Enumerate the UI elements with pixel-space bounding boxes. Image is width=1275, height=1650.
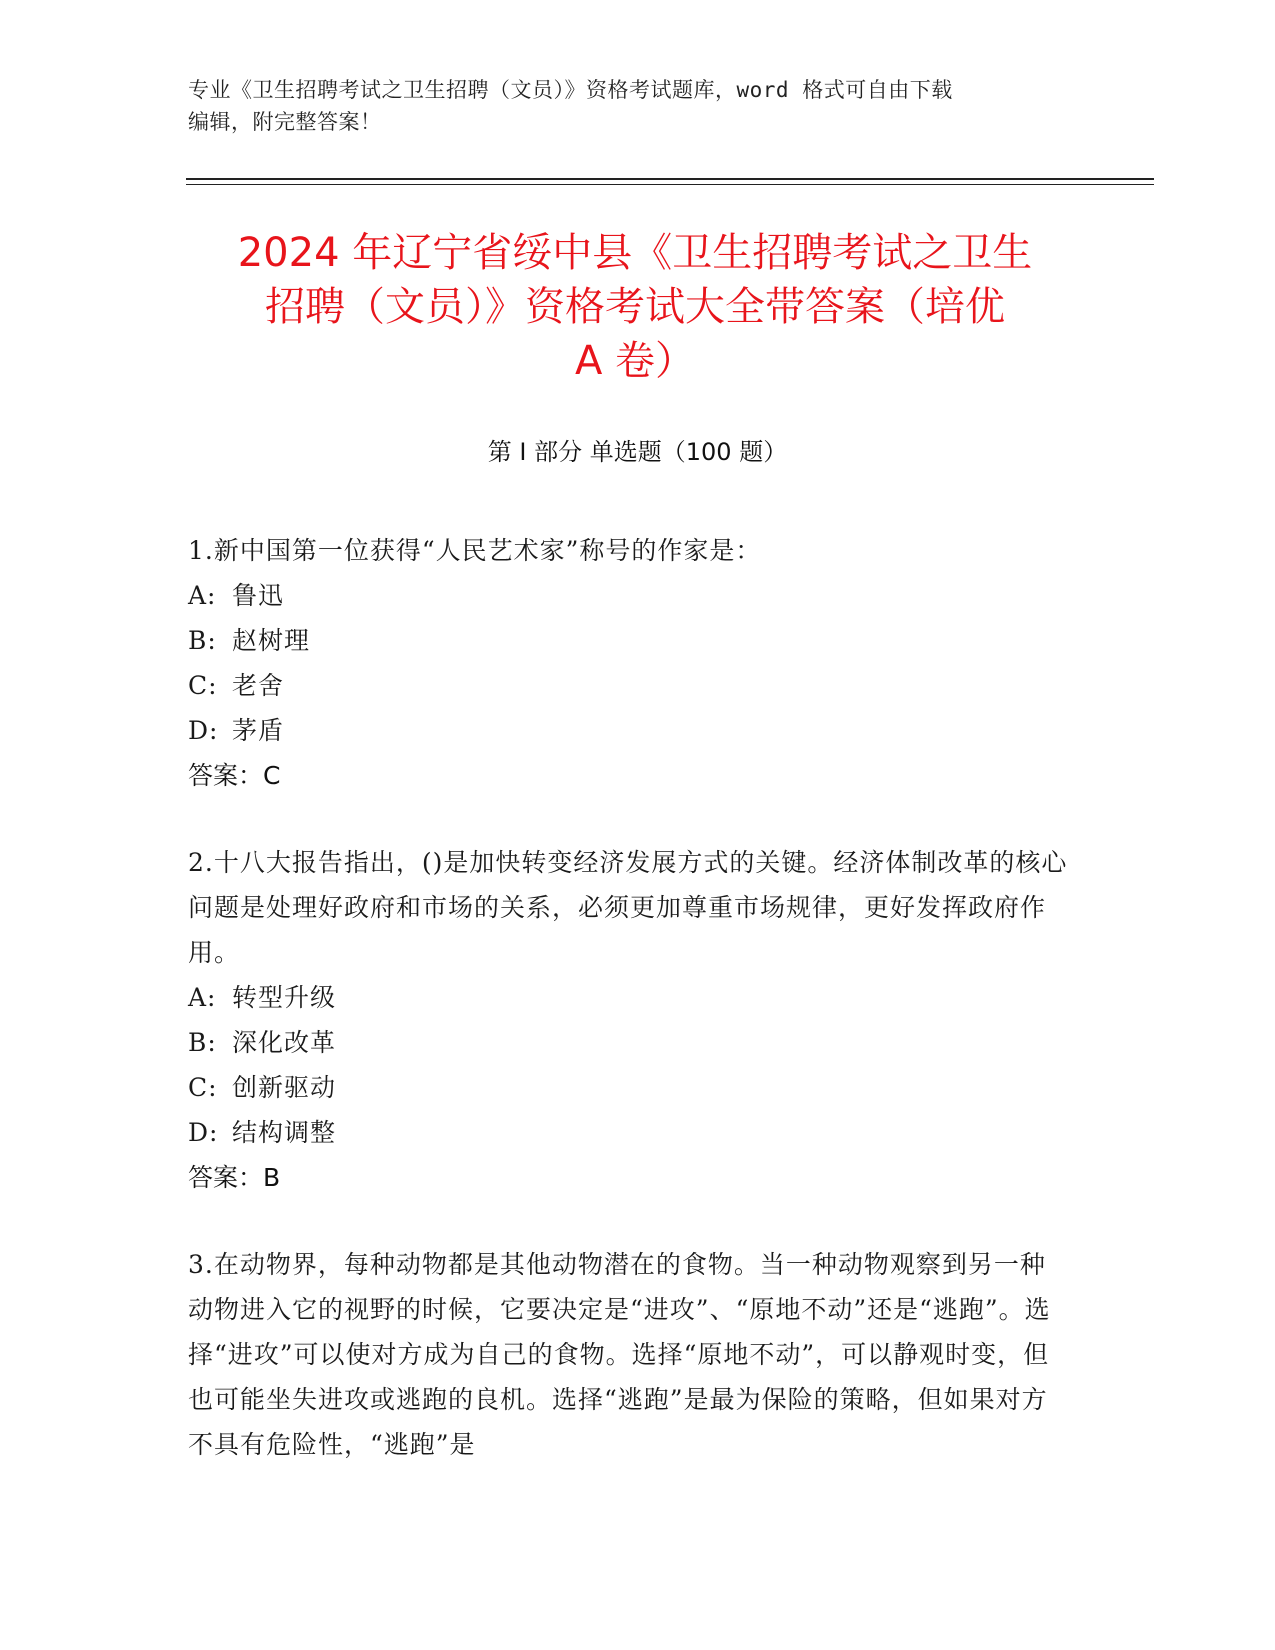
section-heading: 第 I 部分 单选题（100 题）	[487, 438, 788, 466]
option-key: B:	[188, 626, 217, 655]
option-text: 转型升级	[232, 983, 337, 1012]
option-text: 创新驱动	[232, 1073, 337, 1102]
option-key: D:	[188, 1118, 219, 1147]
option-b	[188, 618, 1068, 663]
question-stem: 3.在动物界，每种动物都是其他动物潜在的食物。当一种动物观察到另一种动物进入它的视野的时候，它要决定是“进攻”、“原地不动”还是“逃跑”。选择“进攻”可以使对方成为自己的食物。选择“原地不动”，可以静观时变，但也可能坐失进攻或逃跑的良机。选择“逃跑”是最为保险的策略，但如果对方不具有危险性，“逃跑”是	[188, 1250, 1051, 1459]
option-key: B:	[188, 1028, 217, 1057]
question-1	[188, 528, 1068, 798]
question-stem: 2.十八大报告指出，()是加快转变经济发展方式的关键。经济体制改革的核心问题是处理好政府和市场的关系，必须更加尊重市场规律，更好发挥政府作用。	[188, 848, 1068, 967]
header-divider-thin	[186, 184, 1154, 185]
option-key: C:	[188, 1073, 218, 1102]
document-title-line2: 招聘（文员）》资格考试大全带答案（培优	[265, 284, 1005, 330]
option-key: D:	[188, 716, 219, 745]
option-text: 赵树理	[232, 626, 311, 655]
option-text: 深化改革	[232, 1028, 337, 1057]
answer-line: 答案：C	[188, 761, 281, 790]
header-note-line1: 专业《卫生招聘考试之卫生招聘（文员）》资格考试题库，word 格式可自由下载	[188, 78, 953, 102]
answer-line: 答案：B	[188, 1163, 281, 1192]
option-text: 茅盾	[232, 716, 285, 745]
document-title-line3: A 卷）	[574, 338, 696, 384]
question-stem: 1.新中国第一位获得“人民艺术家”称号的作家是：	[188, 536, 762, 565]
option-text: 老舍	[232, 671, 285, 700]
document-title-line1: 2024 年辽宁省绥中县《卫生招聘考试之卫生	[237, 230, 1033, 276]
option-b	[188, 1020, 1068, 1065]
question-3	[188, 1242, 1068, 1467]
question-list	[188, 528, 1068, 1509]
option-key: C:	[188, 671, 218, 700]
header-note-line2: 编辑，附完整答案！	[188, 110, 382, 134]
option-c	[188, 663, 1068, 708]
option-key: A:	[188, 983, 217, 1012]
option-d	[188, 708, 1068, 753]
header-note	[188, 74, 1088, 138]
header-divider-thick	[186, 178, 1154, 180]
option-key: A:	[188, 581, 217, 610]
option-text: 结构调整	[232, 1118, 337, 1147]
document-title	[190, 226, 1080, 388]
option-a	[188, 975, 1068, 1020]
option-text: 鲁迅	[232, 581, 285, 610]
option-d	[188, 1110, 1068, 1155]
option-c	[188, 1065, 1068, 1110]
option-a	[188, 573, 1068, 618]
question-2	[188, 840, 1068, 1200]
